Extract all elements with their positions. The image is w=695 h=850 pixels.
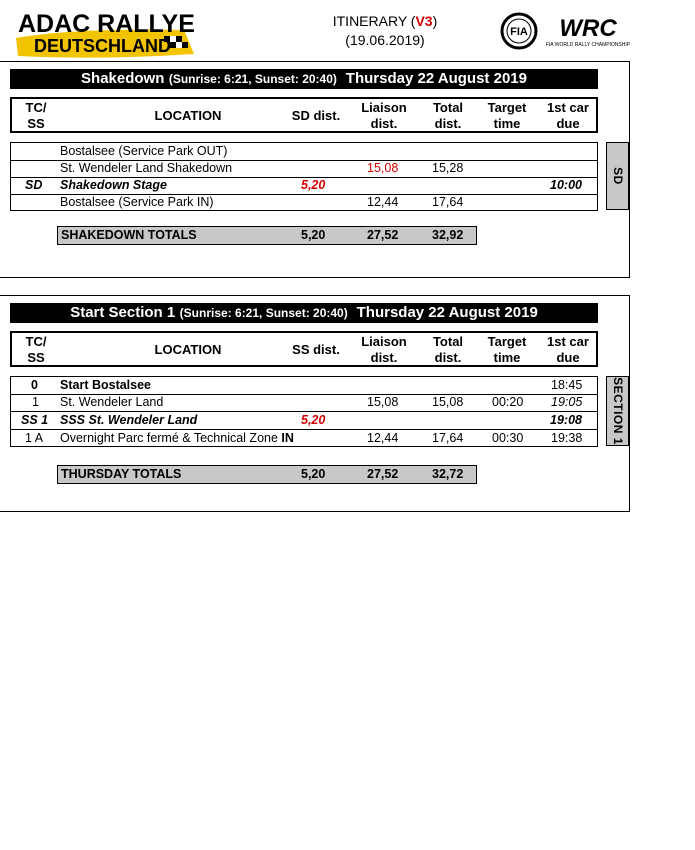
col-sd-dist: SD dist. bbox=[291, 108, 341, 123]
row-total: 15,08 bbox=[432, 395, 464, 409]
row-location: SSS St. Wendeler Land bbox=[60, 413, 198, 427]
side-tab-label: SD bbox=[610, 167, 625, 185]
row-tc: 1 bbox=[32, 395, 39, 409]
section1-totals-row bbox=[57, 465, 477, 484]
row-tc: 1 A bbox=[25, 431, 44, 445]
title-suffix: ) bbox=[432, 13, 438, 29]
row-liaison: 15,08 bbox=[367, 395, 399, 409]
shakedown-sun: (Sunrise: 6:21, Sunset: 20:40) bbox=[168, 72, 337, 86]
section1-sun: (Sunrise: 6:21, Sunset: 20:40) bbox=[179, 306, 348, 320]
row-liaison: 15,08 bbox=[367, 161, 399, 175]
table-row bbox=[11, 430, 597, 447]
totals-total: 32,72 bbox=[432, 467, 464, 481]
table-row bbox=[11, 394, 597, 411]
shakedown-name: Shakedown bbox=[81, 70, 165, 87]
section1-day: Thursday 22 August 2019 bbox=[356, 304, 538, 321]
row-location: St. Wendeler Land bbox=[60, 395, 164, 409]
section1-table-header bbox=[10, 331, 598, 367]
col-total: Total dist. bbox=[432, 334, 464, 365]
title-prefix: ITINERARY ( bbox=[332, 13, 416, 29]
table-row bbox=[11, 160, 597, 177]
fia-logo bbox=[500, 12, 538, 50]
row-location-in: IN bbox=[281, 431, 294, 445]
col-target: Target time bbox=[487, 100, 527, 131]
version-label: V3 bbox=[415, 13, 433, 29]
totals-liaison: 27,52 bbox=[367, 467, 399, 481]
col-total: Total dist. bbox=[432, 100, 464, 131]
row-first-car: 18:45 bbox=[551, 378, 583, 392]
col-first-car: 1st car due bbox=[547, 100, 589, 131]
totals-label: THURSDAY TOTALS bbox=[61, 467, 182, 481]
row-liaison: 12,44 bbox=[367, 195, 399, 209]
section1-rows bbox=[10, 376, 598, 447]
col-target: Target time bbox=[487, 334, 527, 365]
row-total: 17,64 bbox=[432, 195, 464, 209]
row-first-car: 19:05 bbox=[551, 395, 583, 409]
row-tc: SD bbox=[25, 178, 43, 192]
row-location: Bostalsee (Service Park IN) bbox=[60, 195, 214, 209]
section1-name: Start Section 1 bbox=[70, 304, 176, 321]
wrc-logo-text: WRC bbox=[559, 15, 617, 42]
table-row bbox=[11, 412, 597, 429]
adac-rallye-logo bbox=[14, 8, 196, 60]
shakedown-rows bbox=[10, 142, 598, 211]
row-location-text: Overnight Parc fermé & Technical Zone bbox=[60, 431, 282, 445]
row-target: 00:30 bbox=[492, 431, 524, 445]
col-location: LOCATION bbox=[154, 108, 222, 123]
totals-ss-dist: 5,20 bbox=[301, 467, 326, 481]
totals-label: SHAKEDOWN TOTALS bbox=[61, 228, 197, 242]
row-location: Bostalsee (Service Park OUT) bbox=[60, 144, 228, 158]
row-first-car: 10:00 bbox=[550, 178, 582, 192]
logo-line1: ADAC RALLYE bbox=[18, 10, 195, 38]
table-row bbox=[11, 177, 597, 194]
col-first-car: 1st car due bbox=[547, 334, 589, 365]
row-first-car: 19:38 bbox=[551, 431, 583, 445]
table-row bbox=[11, 143, 597, 160]
row-ss-dist: 5,20 bbox=[301, 413, 326, 427]
row-total: 15,28 bbox=[432, 161, 464, 175]
row-tc: 0 bbox=[31, 378, 38, 392]
shakedown-day: Thursday 22 August 2019 bbox=[345, 70, 527, 87]
row-location: Shakedown Stage bbox=[60, 178, 167, 192]
col-location: LOCATION bbox=[154, 342, 222, 357]
side-tab-sd bbox=[606, 142, 629, 210]
row-target: 00:20 bbox=[492, 395, 524, 409]
section1-title-bar bbox=[10, 303, 598, 323]
totals-sd-dist: 5,20 bbox=[301, 228, 326, 242]
side-tab-label: SECTION 1 bbox=[610, 377, 625, 445]
side-tab-section1 bbox=[606, 376, 629, 446]
row-tc: SS 1 bbox=[21, 413, 49, 427]
fia-logo-text: FIA bbox=[510, 26, 528, 38]
itinerary-date: (19.06.2019) bbox=[345, 32, 425, 48]
totals-total: 32,92 bbox=[432, 228, 464, 242]
col-tc: TC/ SS bbox=[25, 100, 47, 131]
totals-liaison: 27,52 bbox=[367, 228, 399, 242]
wrc-logo bbox=[546, 12, 630, 50]
itinerary-title bbox=[300, 12, 470, 50]
row-location: St. Wendeler Land Shakedown bbox=[60, 161, 233, 175]
col-ss-dist: SS dist. bbox=[292, 342, 340, 357]
shakedown-totals-row bbox=[57, 226, 477, 245]
row-total: 17,64 bbox=[432, 431, 464, 445]
logo-line2: DEUTSCHLAND bbox=[34, 36, 171, 56]
shakedown-title-bar bbox=[10, 69, 598, 89]
shakedown-table-header bbox=[10, 97, 598, 133]
row-sd-dist: 5,20 bbox=[301, 178, 326, 192]
row-liaison: 12,44 bbox=[367, 431, 399, 445]
wrc-logo-subtext: FIA WORLD RALLY CHAMPIONSHIP bbox=[546, 42, 630, 48]
col-liaison: Liaison dist. bbox=[361, 100, 407, 131]
col-liaison: Liaison dist. bbox=[361, 334, 407, 365]
row-location bbox=[60, 430, 294, 447]
table-row bbox=[11, 377, 597, 394]
col-tc: TC/ SS bbox=[25, 334, 47, 365]
row-first-car: 19:08 bbox=[550, 413, 582, 427]
table-row bbox=[11, 194, 597, 211]
row-location: Start Bostalsee bbox=[60, 378, 152, 392]
